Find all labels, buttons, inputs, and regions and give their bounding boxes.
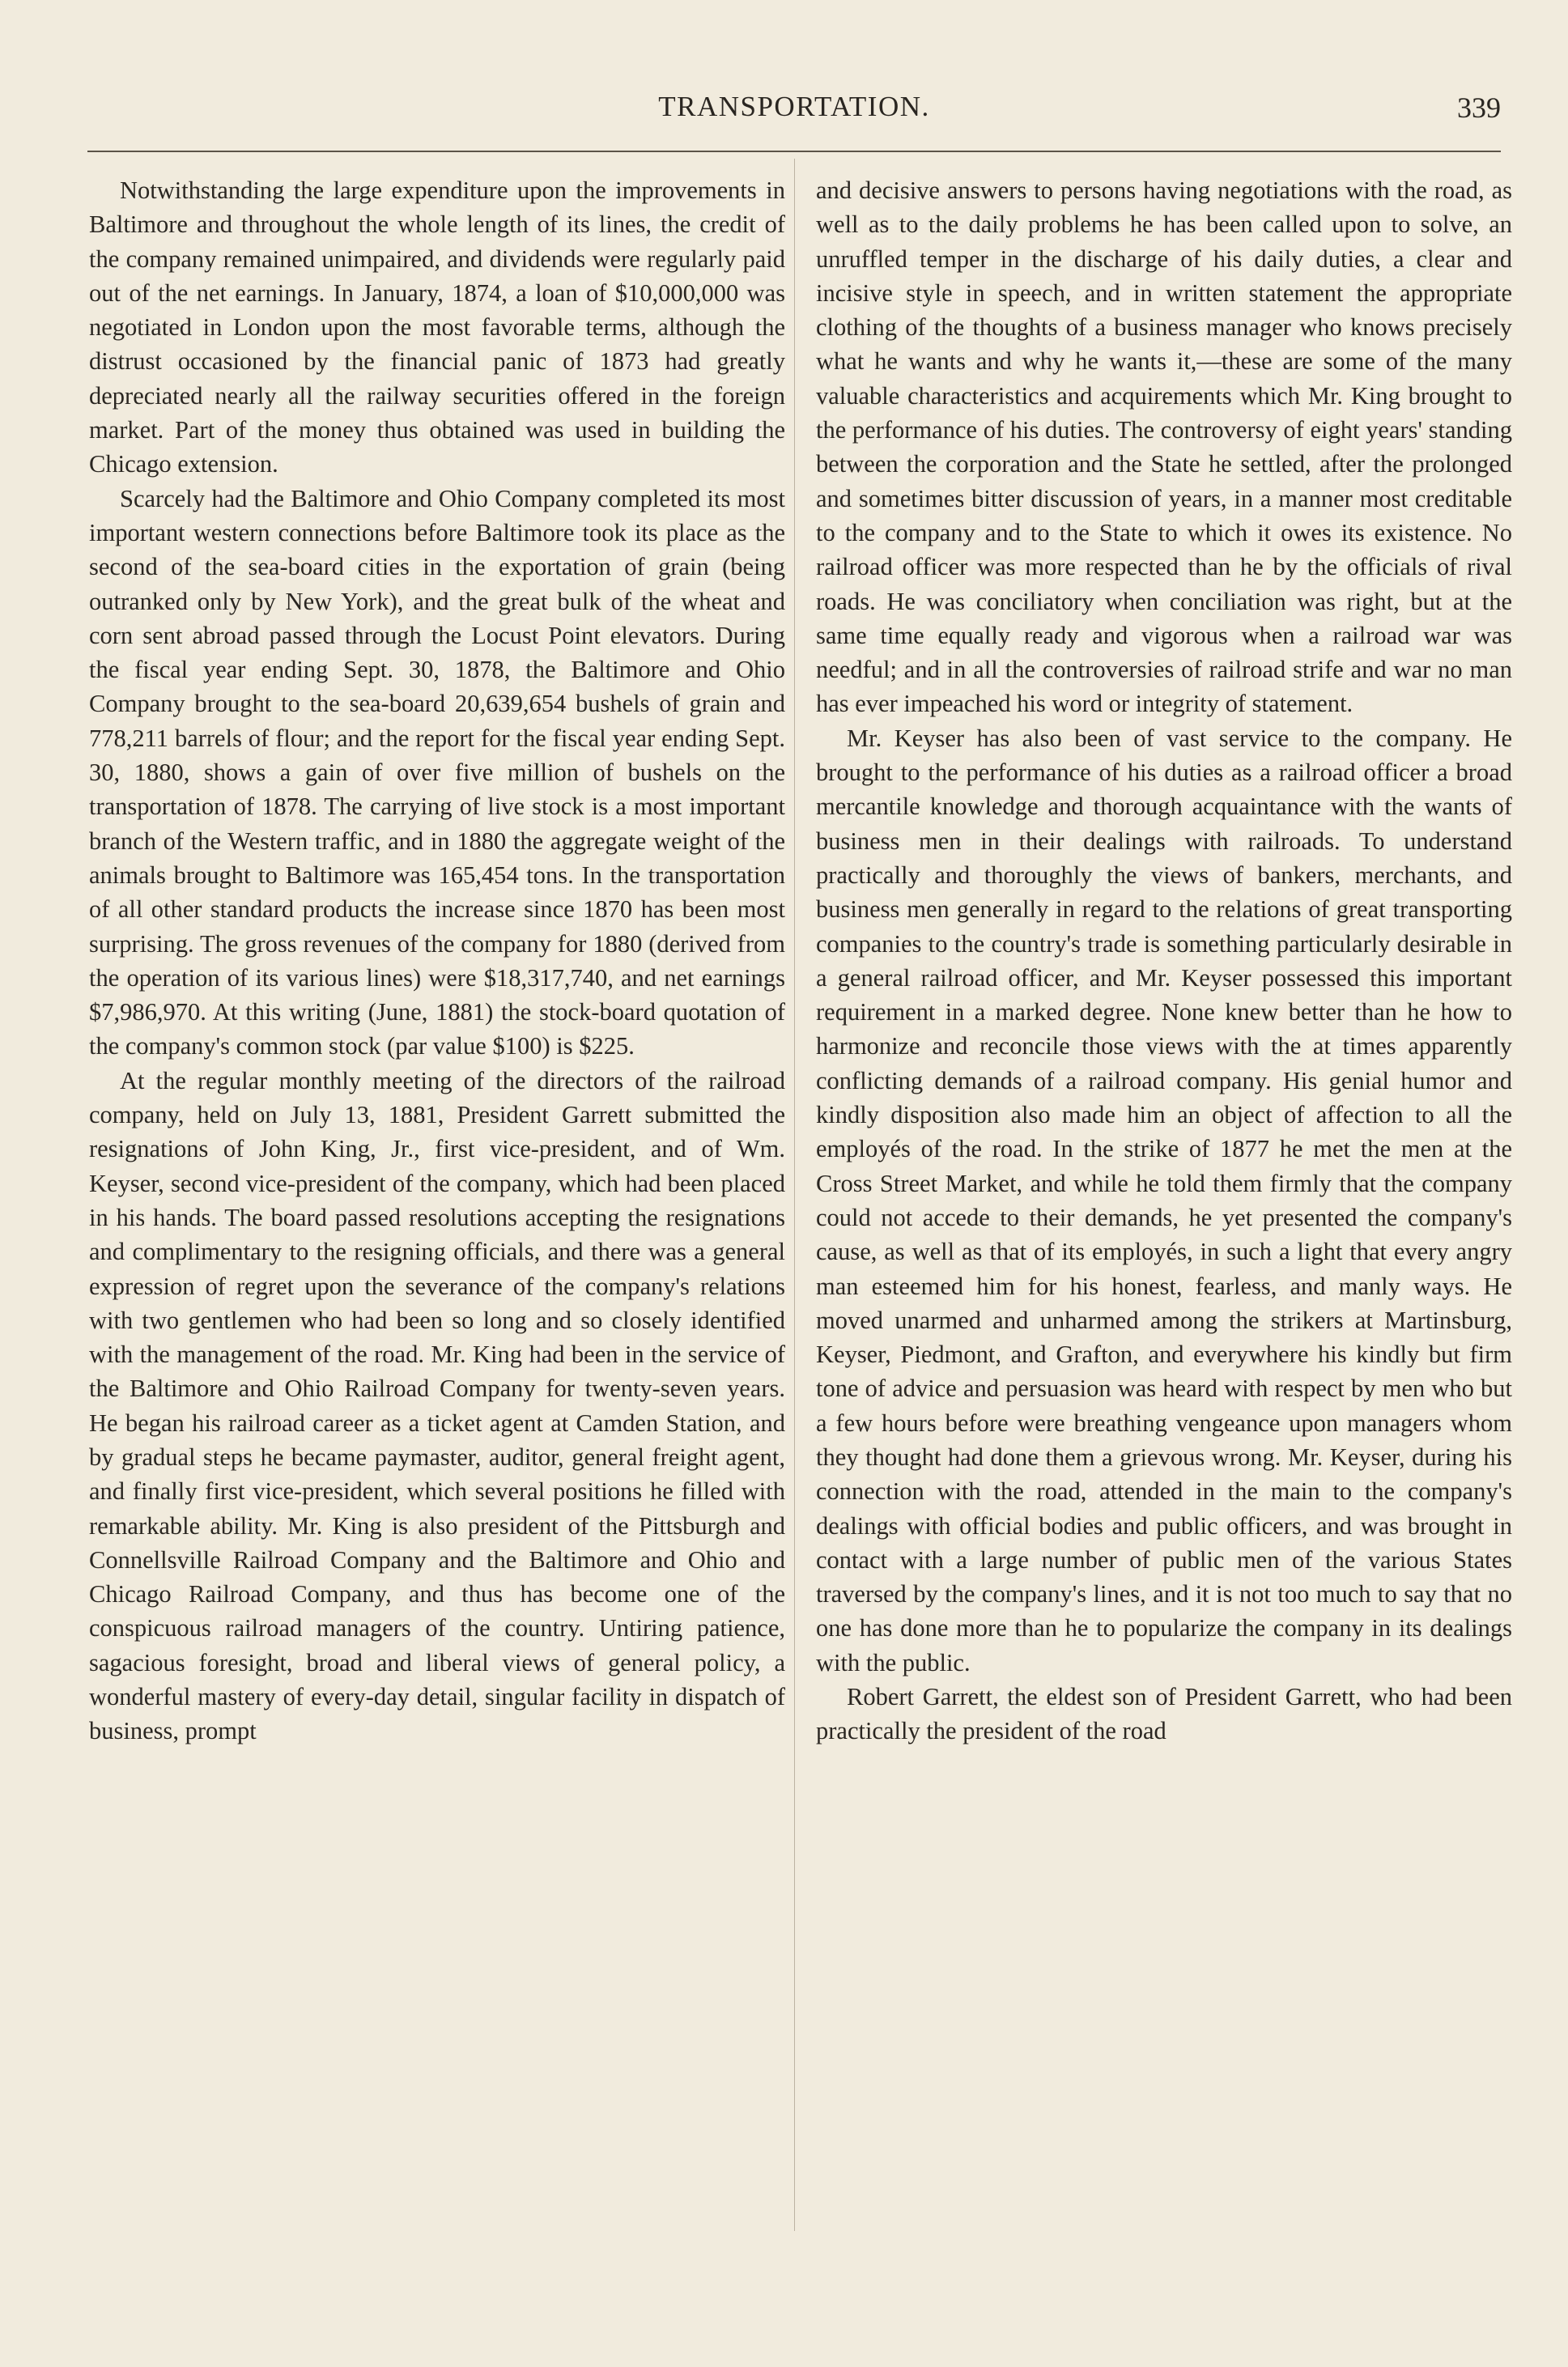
- paragraph: Robert Garrett, the eldest son of President Garrett, who had been practically the president of the road: [816, 1683, 1512, 1745]
- paragraph: Notwithstanding the large expenditure upon the improvements in Baltimore and throughout the whole length of its lines, the credit of the company remained unimpaired, and dividends were regularly paid out of the net earnings. In January, 1874, a loan of $10,000,000 was negotiated in London upon the most favorable terms, although the distrust occasioned by the financial panic of 1873 had greatly depreciated nearly all the railway securities offered in the foreign market. Part of the money thus obtained was used in building the Chicago extension.: [89, 176, 785, 478]
- running-title: TRANSPORTATION.: [658, 91, 930, 122]
- right-column: [816, 173, 1512, 1749]
- page-number: 339: [1457, 91, 1501, 124]
- paragraph: Scarcely had the Baltimore and Ohio Company completed its most important western connections before Baltimore took its place as the second of the sea-board cities in the exportation of grain (being outranked only by New York), and the great bulk of the wheat and corn sent abroad passed through the Locust Point elevators. During the fiscal year ending Sept. 30, 1878, the Baltimore and Ohio Company brought to the sea-board 20,639,654 bushels of grain and 778,211 barrels of flour; and the report for the fiscal year ending Sept. 30, 1880, shows a gain of over five million of bushels on the transportation of 1878. The carrying of live stock is a most important branch of the Western traffic, and in 1880 the aggregate weight of the animals brought to Baltimore was 165,454 tons. In the transportation of all other standard products the increase since 1870 has been most surprising. The gross revenues of the company for 1880 (derived from the operation of its various lines) were $18,317,740, and net earnings $7,986,970. At this writing (June, 1881) the stock-board quotation of the company's common stock (par value $100) is $225.: [89, 484, 785, 1060]
- left-column: [89, 173, 785, 1749]
- page-header: [87, 87, 1501, 133]
- header-rule: [87, 151, 1501, 152]
- column-divider: [794, 159, 795, 2231]
- paragraph: and decisive answers to persons having negotiations with the road, as well as to the daily problems he has been called upon to solve, an unruffled temper in the discharge of his daily duties, a clear and incisive style in speech, and in written statement the appropriate clothing of the thoughts of a business manager who knows precisely what he wants and why he wants it,—these are some of the many valuable characteristics and acquirements which Mr. King brought to the performance of his duties. The controversy of eight years' standing between the corporation and the State he settled, after the prolonged and sometimes bitter discussion of years, in a manner most creditable to the company and to the State to which it owes its existence. No railroad officer was more respected than he by the officials of rival roads. He was conciliatory when conciliation was right, but at the same time equally ready and vigorous when a railroad war was needful; and in all the controversies of railroad strife and war no man has ever impeached his word or integrity of statement.: [816, 176, 1512, 718]
- paragraph: Mr. Keyser has also been of vast service to the company. He brought to the performance of his duties as a railroad officer a broad mercantile knowledge and thorough acquaintance with the wants of business men in their dealings with railroads. To understand practically and thoroughly the views of bankers, merchants, and business men generally in regard to the relations of great transporting companies to the country's trade is something particularly desirable in a general railroad officer, and Mr. Keyser possessed this important requirement in a marked degree. None knew better than he how to harmonize and reconcile those views with the at times apparently conflicting demands of a railroad company. His genial humor and kindly disposition also made him an object of affection to all the employés of the road. In the strike of 1877 he met the men at the Cross Street Market, and while he told them firmly that the company could not accede to their demands, he yet presented the company's cause, as well as that of its employés, in such a light that every angry man esteemed him for his honest, fearless, and manly ways. He moved unarmed and unharmed among the strikers at Martinsburg, Keyser, Piedmont, and Grafton, and everywhere his kindly but firm tone of advice and persuasion was heard with respect by men who but a few hours before were breathing vengeance upon managers whom they thought had done them a grievous wrong. Mr. Keyser, during his connection with the road, attended in the main to the company's dealings with official bodies and public officers, and was brought in contact with a large number of public men of the various States traversed by the company's lines, and it is not too much to say that no one has done more than he to popularize the company in its dealings with the public.: [816, 724, 1512, 1676]
- paragraph: At the regular monthly meeting of the directors of the railroad company, held on July 13, 1881, President Garrett submitted the resignations of John King, Jr., first vice-president, and of Wm. Keyser, second vice-president of the company, which had been placed in his hands. The board passed resolutions accepting the resignations and complimentary to the resigning officials, and there was a general expression of regret upon the severance of the company's relations with two gentlemen who had been so long and so closely identified with the management of the road. Mr. King had been in the service of the Baltimore and Ohio Railroad Company for twenty-seven years. He began his railroad career as a ticket agent at Camden Station, and by gradual steps he became paymaster, auditor, general freight agent, and finally first vice-president, which several positions he filled with remarkable ability. Mr. King is also president of the Pittsburgh and Connellsville Railroad Company and the Baltimore and Ohio and Chicago Railroad Company, and thus has become one of the conspicuous railroad managers of the country. Untiring patience, sagacious foresight, broad and liberal views of general policy, a wonderful mastery of every-day detail, singular facility in dispatch of business, prompt: [89, 1066, 785, 1745]
